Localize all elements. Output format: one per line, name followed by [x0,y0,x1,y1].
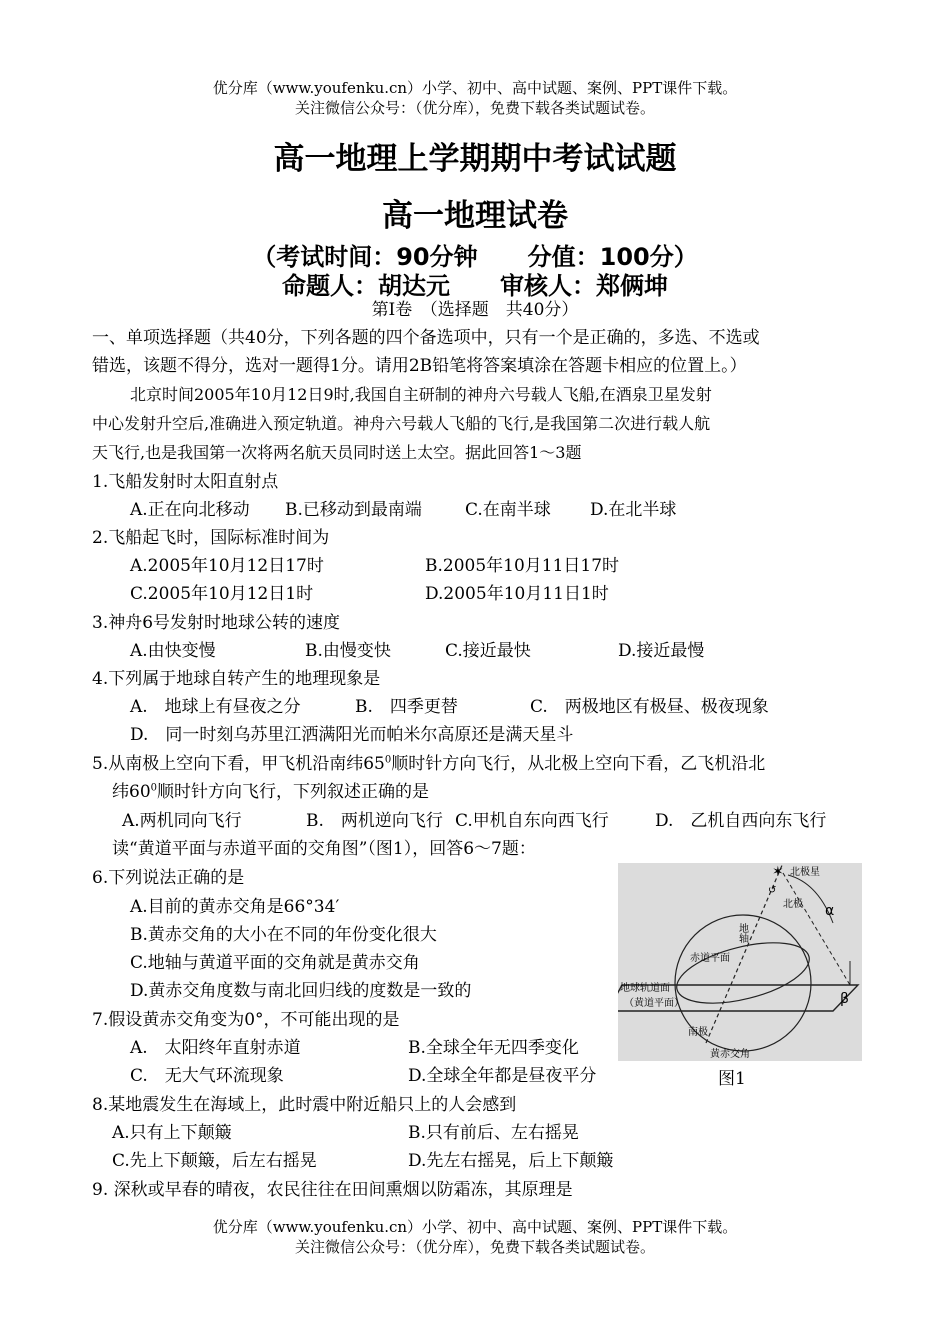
author-line [0,266,950,301]
fig-label-south-pole: 南极 [688,1027,708,1038]
question-9-stem: 9. 深秋或早春的晴夜，农民往往在田间熏烟以防霜冻，其原理是 [92,1180,573,1200]
fig-label-north-pole-arrow: ↺ [768,885,777,896]
reviewer: 审核人：郑俩坤 [500,272,668,300]
equator-plane-ellipse [671,931,816,1014]
instructions-line-1: 一、单项选择题（共40分，下列各题的四个备选项中，只有一个是正确的，多选、不选或 [92,328,760,348]
fig-label-orbit-plane: 地球轨道面 [620,983,670,994]
fig-label-equator-plane: 赤道平面 [690,953,730,964]
q5-option-b: B. 两机逆向飞行 [306,811,443,831]
footer-line-2: 关注微信公众号：（优分库），免费下载各类试题试卷。 [294,1238,655,1256]
passage-line-1: 北京时间2005年10月12日9时,我国自主研制的神舟六号载人飞船,在酒泉卫星发射 [130,385,712,404]
header-line-1: 优分库（www.youfenku.cn）小学、初中、高中试题、案例、PPT课件下载。 [212,79,738,97]
q2-option-d: D.2005年10月11日1时 [425,584,609,604]
question-8-stem: 8.某地震发生在海域上，此时震中附近船只上的人会感到 [92,1095,517,1115]
footer-line-1: 优分库（www.youfenku.cn）小学、初中、高中试题、案例、PPT课件下载。 [212,1218,738,1236]
q7-option-b: B.全球全年无四季变化 [408,1038,579,1058]
passage-line-2: 中心发射升空后,准确进入预定轨道。神舟六号载人飞船的飞行,是我国第二次进行载人航 [92,414,711,433]
q6-option-b: B.黄赤交角的大小在不同的年份变化很大 [130,925,437,945]
figure-caption: 图1 [718,1069,746,1089]
q7-option-c: C. 无大气环流现象 [130,1066,284,1086]
q8-option-a: A.只有上下颠簸 [112,1123,232,1143]
q6-option-a: A.目前的黄赤交角是66°34′ [130,897,340,917]
q3-option-d: D.接近最慢 [618,641,705,661]
instructions-line-2: 错选，该题不得分，选对一题得1分。请用2B铅笔将答案填涂在答题卡相应的位置上。） [92,356,747,376]
author: 命题人：胡达元 [282,272,450,300]
fig-label-angle-title: 黄赤交角 [710,1049,750,1060]
page-subtitle: 高一地理试卷 [382,198,568,234]
passage-line-3: 天飞行,也是我国第一次将两名航天员同时送上太空。据此回答1～3题 [92,443,582,462]
fig-label-axis: 地轴 [736,923,748,943]
q1-option-d: D.在北半球 [590,500,677,520]
q5-option-c: C.甲机自东向西飞行 [455,811,609,831]
fig-label-polaris: 北极星 [790,867,820,878]
volume-heading: 第Ⅰ卷 （选择题 共40分） [371,300,579,320]
q3-option-a: A.由快变慢 [130,641,216,661]
question-2-stem: 2.飞船起飞时，国际标准时间为 [92,528,330,548]
exam-time: （考试时间：90分钟 [252,243,478,271]
vertical-reference-line [783,873,850,985]
question-1-stem: 1.飞船发射时太阳直射点 [92,472,279,492]
exam-score: 分值：100分） [527,243,698,271]
q7-option-d: D.全球全年都是昼夜平分 [408,1066,597,1086]
q5-option-d: D. 乙机自西向东飞行 [655,811,827,831]
q2-option-a: A.2005年10月12日17时 [130,556,324,576]
fig-label-beta: β [840,991,849,1007]
q2-option-b: B.2005年10月11日17时 [425,556,620,576]
q5-option-a: A.两机同向飞行 [122,811,242,831]
question-6-stem: 6.下列说法正确的是 [92,868,245,888]
fig-label-ecliptic-plane: （黄道平面） [624,998,684,1009]
question-7-stem: 7.假设黄赤交角变为0°，不可能出现的是 [92,1010,400,1030]
fig-label-north-pole: 北极 [783,899,803,910]
q8-option-c: C.先上下颠簸，后左右摇晃 [112,1151,317,1171]
q8-option-b: B.只有前后、左右摇晃 [408,1123,579,1143]
question-5-stem-line-1: 5.从南极上空向下看，甲飞机沿南纬$65^0$顺时针方向飞行，从北极上空向下看，乙飞机沿北 [92,754,766,774]
q6-option-c: C.地轴与黄道平面的交角就是黄赤交角 [130,953,420,973]
q4-option-a: A. 地球上有昼夜之分 [130,697,301,717]
ecliptic-equator-figure [618,863,862,1061]
q8-option-d: D.先左右摇晃，后上下颠簸 [408,1151,614,1171]
page-title: 高一地理上学期期中考试试题 [273,141,677,177]
q4-option-d: D. 同一时刻乌苏里江洒满阳光而帕米尔高原还是满天星斗 [130,725,574,745]
question-4-stem: 4.下列属于地球自转产生的地理现象是 [92,669,381,689]
q4-option-b: B. 四季更替 [355,697,458,717]
q2-option-c: C.2005年10月12日1时 [130,584,314,604]
header-line-2: 关注微信公众号：（优分库），免费下载各类试题试卷。 [294,99,655,117]
q1-option-c: C.在南半球 [465,500,551,520]
q3-option-c: C.接近最快 [445,641,531,661]
figure-reading-prompt: 读“黄道平面与赤道平面的交角图”（图1），回答6～7题： [112,839,536,859]
q1-option-a: A.正在向北移动 [130,500,250,520]
question-3-stem: 3.神舟6号发射时地球公转的速度 [92,613,341,633]
polaris-star-icon: ✶ [772,864,784,880]
q3-option-b: B.由慢变快 [305,641,391,661]
q6-option-d: D.黄赤交角度数与南北回归线的度数是一致的 [130,981,472,1001]
question-5-stem-line-2: 纬$60^0$顺时针方向飞行，下列叙述正确的是 [112,782,430,802]
q4-option-c: C. 两极地区有极昼、极夜现象 [530,697,769,717]
fig-label-alpha: α [825,903,835,919]
q7-option-a: A. 太阳终年直射赤道 [130,1038,301,1058]
q1-option-b: B.已移动到最南端 [285,500,422,520]
